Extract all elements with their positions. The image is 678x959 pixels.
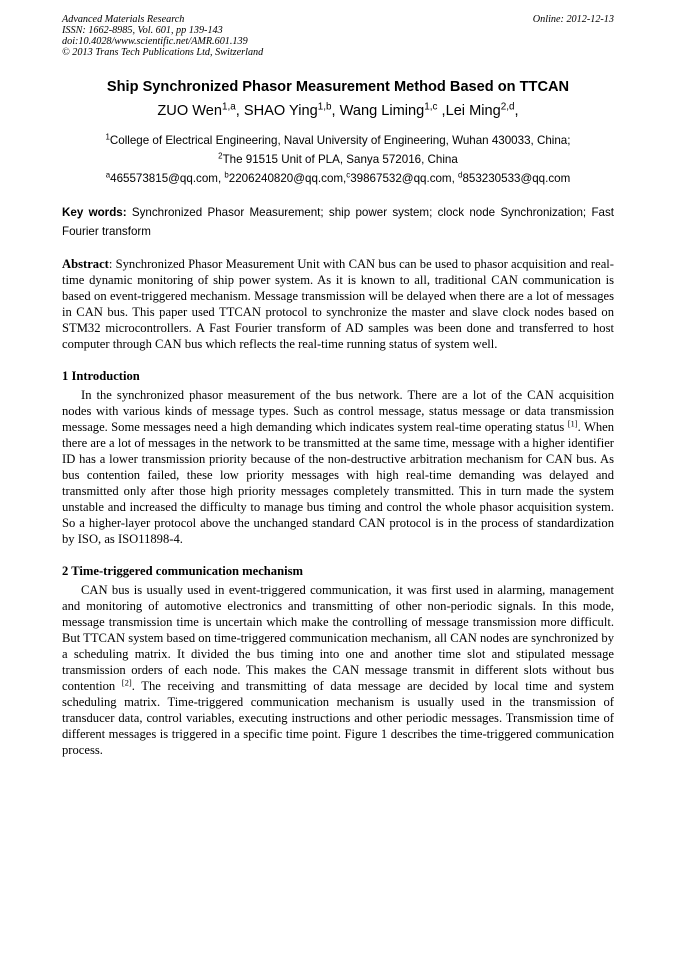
copyright-line: © 2013 Trans Tech Publications Ltd, Switzerland — [62, 47, 264, 58]
author-superscript: 1,a — [222, 101, 236, 113]
doi-line: doi:10.4028/www.scientific.net/AMR.601.139 — [62, 36, 248, 47]
keywords-label: Key words: — [62, 206, 127, 219]
author-name: , SHAO Ying — [235, 103, 318, 119]
author-list — [62, 101, 614, 121]
affiliation-2 — [62, 150, 614, 169]
paragraph-text: . When there are a lot of messages in the network to be transmitted at the same time, message with a higher identifier ID has a lower transmission priority because of the non-destructive arbitration mechanism for CAN bus. As bus contention failed, these low priority messages with high real-time demanding was delayed and transmitted only after those high priority messages completely transmitted. This in turn made the system unstable and increased the difficulty to manage bus timing and control the whole phasor acquisition system. So a higher-layer protocol above the unchanged standard CAN protocol is in the process of standardization by ISO, as ISO11898-4. — [62, 420, 615, 546]
paragraph-text: CAN bus is usually used in event-triggered communication, it was first used in alarming, management and monitoring of automotive electronics and transmitting of other non-periodic signals. In this mode, message transmission time is uncertain which make the controlling of message transmission more difficult. But TTCAN system based on time-triggered communication mechanism, all CAN nodes are synchronized by a scheduling matrix. It divided the bus timing into one and another time slot and stipulated message transmission orders of each node. This makes the CAN message transmit in different slots without bus contention — [62, 583, 614, 693]
paper-title: Ship Synchronized Phasor Measurement Method Based on TTCAN — [106, 79, 570, 95]
introduction-paragraph — [62, 387, 614, 547]
email-address: 39867532@qq.com, — [350, 172, 459, 185]
time-triggered-paragraph — [62, 582, 614, 758]
journal-name: Advanced Materials Research — [62, 14, 185, 25]
affiliation-1 — [62, 131, 614, 150]
keywords-text: Synchronized Phasor Measurement; ship power system; clock node Synchronization; Fast Fourier transform — [62, 206, 615, 238]
email-address: 2206240820@qq.com, — [228, 172, 347, 185]
author-superscript: 2,d — [500, 101, 515, 113]
email-line — [62, 169, 614, 188]
online-date: Online: 2012-12-13 — [532, 14, 614, 25]
abstract-label: Abstract — [62, 257, 109, 271]
affiliation-text: College of Electrical Engineering, Naval University of Engineering, Wuhan 430033, China; — [109, 134, 571, 147]
affiliation-superscript: 2 — [218, 151, 223, 161]
section-heading-introduction: 1 Introduction — [62, 369, 140, 383]
paper-page — [62, 14, 614, 758]
abstract-block — [62, 256, 614, 352]
email-superscript: d — [458, 170, 463, 180]
citation-reference: [2] — [121, 677, 132, 688]
email-address: 465573815@qq.com, — [110, 172, 225, 185]
abstract-text: : Synchronized Phasor Measurement Unit with CAN bus can be used to phasor acquisition and real-time dynamic monitoring of ship power system. As it is known to all, traditional CAN communication is based on event-triggered mechanism. Message transmission will be delayed when there are a lot of messages in CAN bus. This paper used TTCAN protocol to synchronize the master and slave clock nodes based on STM32 microcontrollers. A Fast Fourier transform of AD samples was been done and transferred to host computer through CAN bus which reflects the real-time running status of system well. — [62, 257, 614, 351]
citation-reference: [1] — [567, 418, 578, 429]
author-name: ,Lei Ming — [437, 103, 501, 119]
section-heading-time-triggered: 2 Time-triggered communication mechanism — [62, 564, 304, 578]
email-superscript: c — [346, 170, 351, 180]
author-list-tail: , — [514, 103, 519, 119]
issn-line: ISSN: 1662-8985, Vol. 601, pp 139-143 — [62, 25, 223, 36]
email-superscript: a — [105, 170, 111, 180]
paragraph-text: . The receiving and transmitting of data message are decided by local time and system scheduling matrix. Time-triggered communication mechanism is usually used in the transmission of transducer data, control variables, executing instructions and other periodic messages. Transmission time of different messages is triggered in a specific time point. Figure 1 describes the time-triggered communication process. — [62, 679, 614, 757]
affiliation-text: The 91515 Unit of PLA, Sanya 572016, China — [222, 153, 458, 166]
author-superscript: 1,c — [424, 101, 438, 113]
journal-header — [62, 14, 614, 58]
email-address: 853230533@qq.com — [462, 172, 571, 185]
keywords-block — [62, 203, 614, 241]
author-name: ZUO Wen — [157, 103, 222, 119]
author-name: , Wang Liming — [331, 103, 425, 119]
paragraph-text: In the synchronized phasor measurement of the bus network. There are a lot of the CAN acquisition nodes with various kinds of message types. Such as control message, status message or data transmission message. Some messages need a high demanding which indicates system real-time operating status — [62, 388, 614, 434]
email-superscript: b — [224, 170, 229, 180]
author-superscript: 1,b — [317, 101, 332, 113]
affiliation-superscript: 1 — [105, 132, 110, 142]
